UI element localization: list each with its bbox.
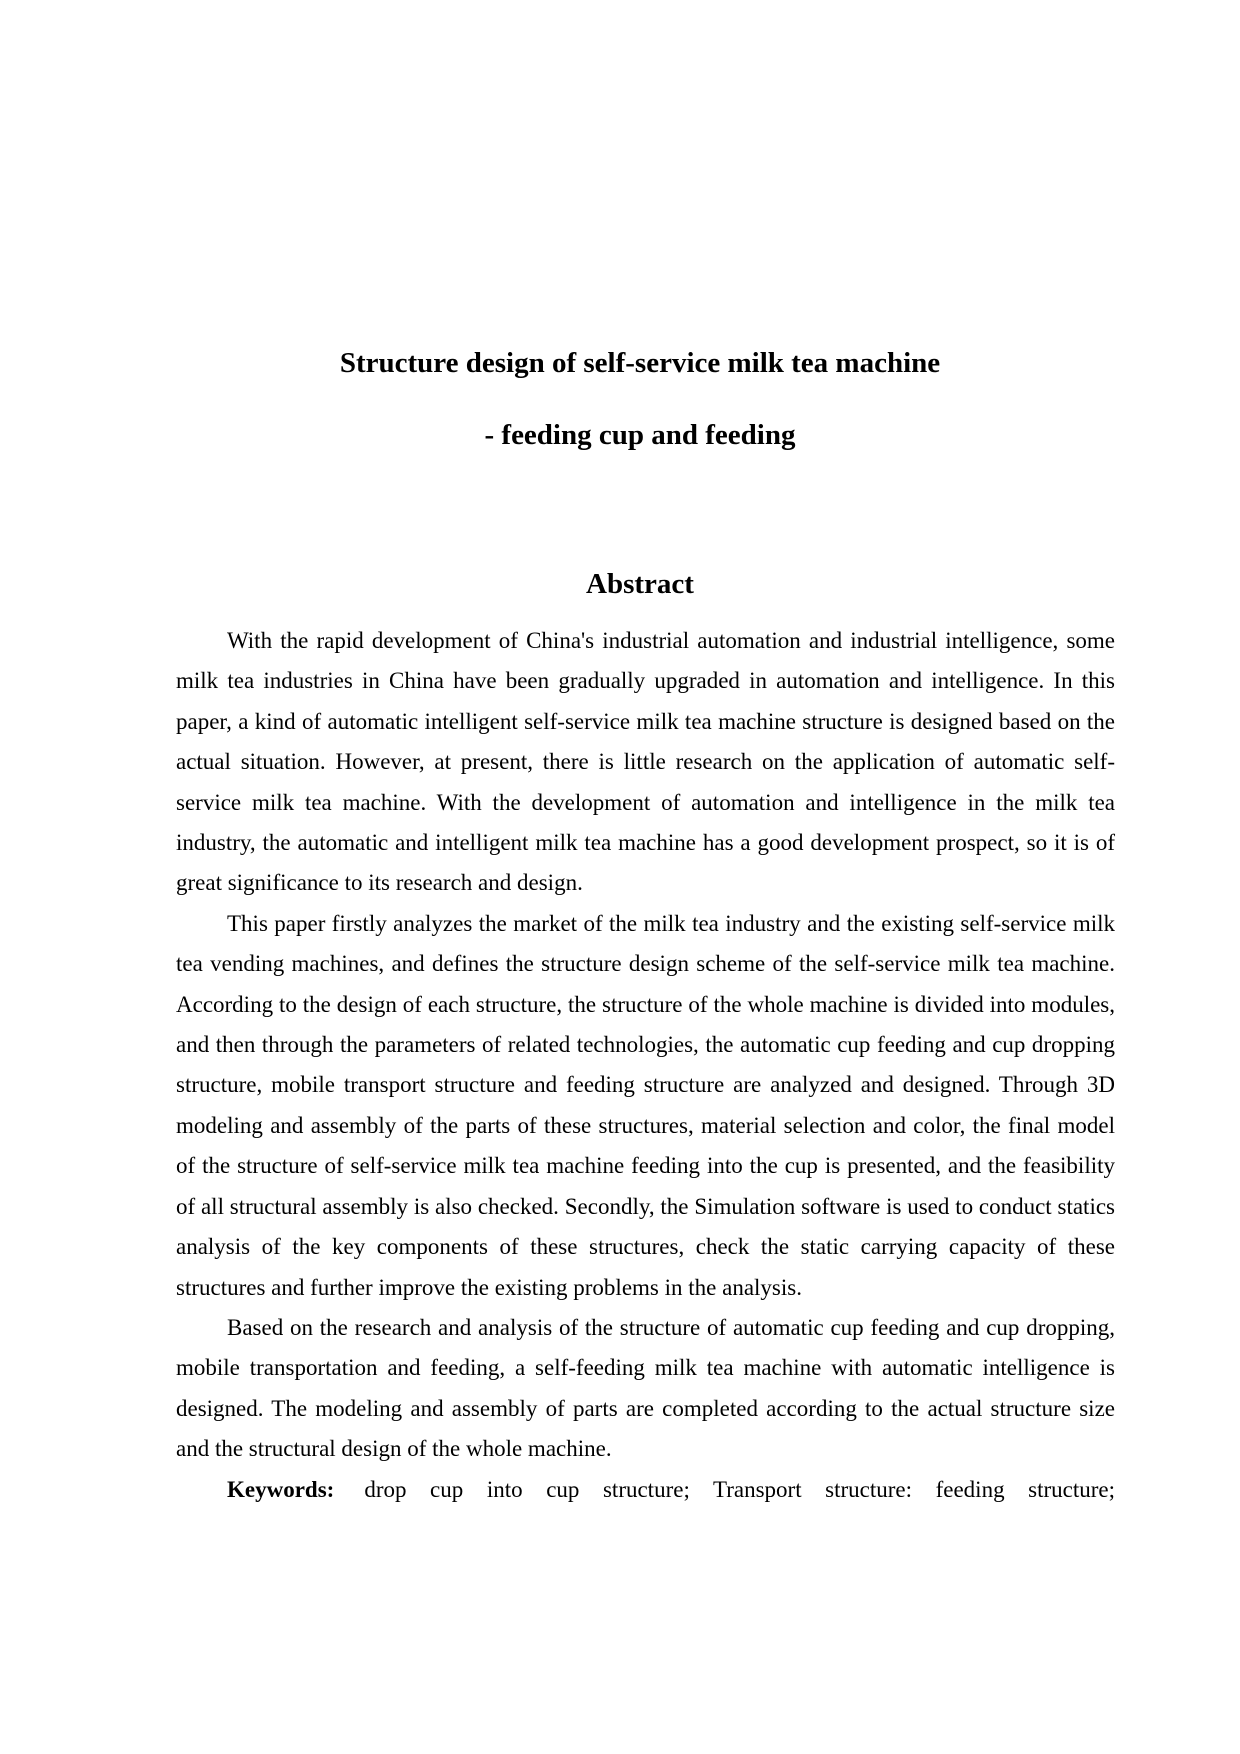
paper-title-line-2: - feeding cup and feeding: [484, 419, 796, 451]
abstract-heading: Abstract: [586, 568, 694, 600]
keywords-line: [176, 1470, 1115, 1510]
abstract-body: [176, 621, 1115, 1510]
paper-title-line-1: Structure design of self-service milk tea machine: [339, 347, 941, 379]
abstract-paragraph-3: Based on the research and analysis of the structure of automatic cup feeding and cup dropping, mobile transportation and feeding, a self-feeding milk tea machine with automatic intelligence is designed. The modeling and assembly of parts are completed according to the actual structure size and the structural design of the whole machine.: [176, 1314, 1115, 1462]
keywords-text: drop cup into cup structure; Transport structure: feeding structure;: [364, 1476, 1115, 1502]
keywords-label: Keywords:: [227, 1476, 335, 1502]
abstract-paragraph-2: This paper firstly analyzes the market of the milk tea industry and the existing self-service milk tea vending machines, and defines the structure design scheme of the self-service milk tea machine. According to the design of each structure, the structure of the whole machine is divided into modules, and then through the parameters of related technologies, the automatic cup feeding and cup dropping structure, mobile transport structure and feeding structure are analyzed and designed. Through 3D modeling and assembly of the parts of these structures, material selection and color, the final model of the structure of self-service milk tea machine feeding into the cup is presented, and the feasibility of all structural assembly is also checked. Secondly, the Simulation software is used to conduct statics analysis of the key components of these structures, check the static carrying capacity of these structures and further improve the existing problems in the analysis.: [176, 910, 1115, 1300]
abstract-paragraph-1: With the rapid development of China's industrial automation and industrial intelligence, some milk tea industries in China have been gradually upgraded in automation and intelligence. In this paper, a kind of automatic intelligent self-service milk tea machine structure is designed based on the actual situation. However, at present, there is little research on the application of automatic self-service milk tea machine. With the development of automation and intelligence in the milk tea industry, the automatic and intelligent milk tea machine has a good development prospect, so it is of great significance to its research and design.: [176, 628, 1115, 896]
